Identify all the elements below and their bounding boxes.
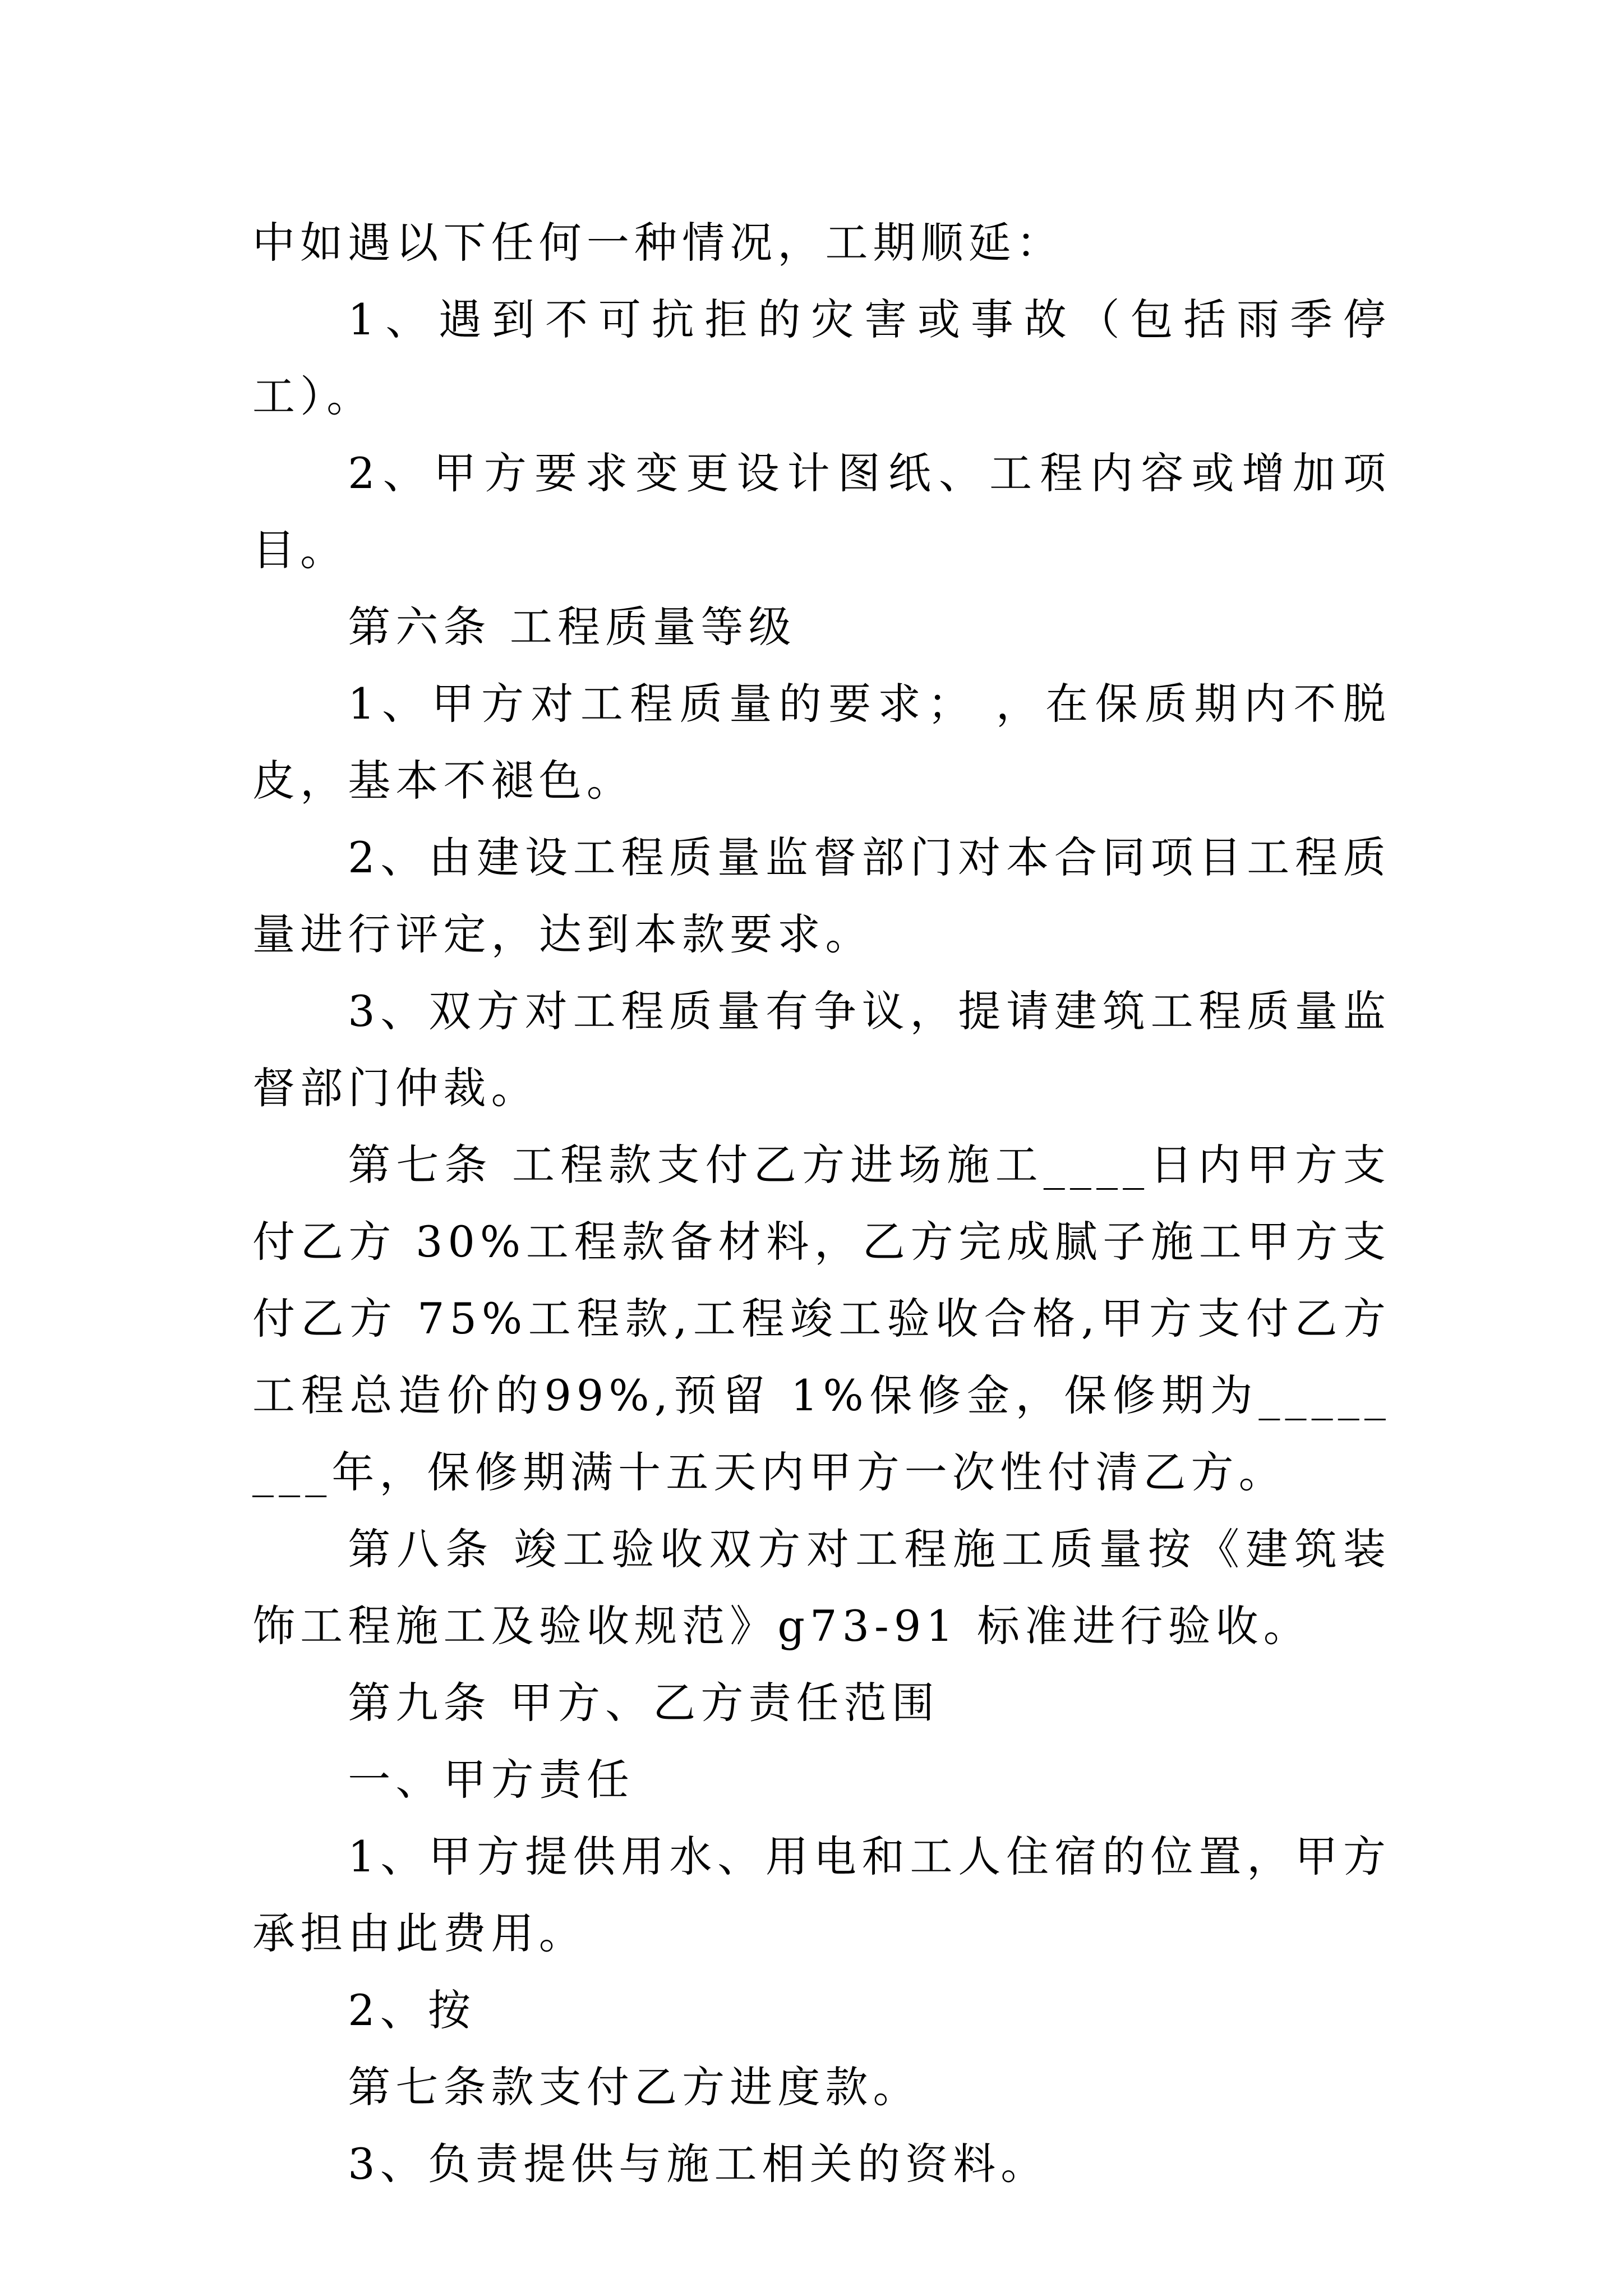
paragraph-13: 2、按 xyxy=(348,1985,476,2035)
paragraph-1: 中如遇以下任何一种情况，工期顺延： xyxy=(252,218,1064,268)
paragraph-2: 1、遇到不可抗拒的灾害或事故（包括雨季停工）。 xyxy=(252,295,1391,421)
paragraph-5: 1、甲方对工程质量的要求； ，在保质期内不脱皮，基本不褪色。 xyxy=(252,679,1391,806)
document-body xyxy=(252,204,1391,2202)
paragraph-6: 2、由建设工程质量监督部门对本合同项目工程质量进行评定，达到本款要求。 xyxy=(252,832,1391,959)
paragraph-12: 1、甲方提供用水、用电和工人住宿的位置，甲方承担由此费用。 xyxy=(252,1832,1391,1958)
paragraph-7: 3、双方对工程质量有争议，提请建筑工程质量监督部门仲裁。 xyxy=(252,986,1391,1113)
paragraph-15: 3、负责提供与施工相关的资料。 xyxy=(348,2139,1049,2189)
section-8-acceptance: 第八条 竣工验收双方对工程施工质量按《建筑装饰工程施工及验收规范》g73-91 标准进行验收。 xyxy=(252,1524,1391,1651)
section-heading-6: 第六条 工程质量等级 xyxy=(348,602,796,652)
paragraph-14: 第七条款支付乙方进度款。 xyxy=(348,2062,921,2112)
section-7-payment: 第七条 工程款支付乙方进场施工____日内甲方支付乙方 30%工程款备材料，乙方完成腻子施工甲方支付乙方 75%工程款,工程竣工验收合格,甲方支付乙方工程总造价的99%,预留 1%保修金，保修期为________年，保修期满十五天内甲方一次性付清乙方。 xyxy=(252,1140,1391,1497)
section-heading-9: 第九条 甲方、乙方责任范围 xyxy=(348,1678,939,1728)
subheading-party-a: 一、甲方责任 xyxy=(348,1755,634,1805)
paragraph-3: 2、甲方要求变更设计图纸、工程内容或增加项目。 xyxy=(252,448,1391,575)
